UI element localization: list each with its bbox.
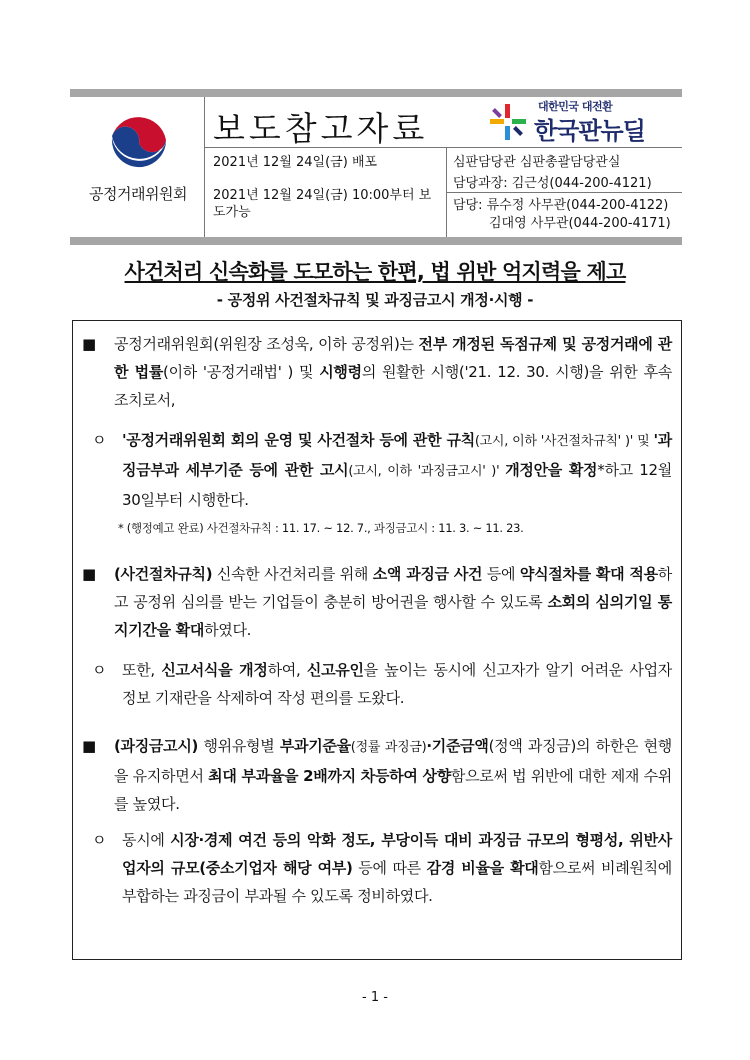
bold-run: 시행령 bbox=[319, 363, 362, 381]
korean-new-deal-logo bbox=[486, 98, 676, 144]
circle-bullet-icon: ㅇ bbox=[92, 661, 107, 679]
bold-run: 신고유인 bbox=[306, 661, 364, 679]
bold-run: 소회의 심의기일 통지기간을 확대 bbox=[114, 593, 672, 639]
square-bullet-icon: ■ bbox=[82, 737, 96, 755]
text-run: 하고 공정위 심의를 받는 기업들이 충분히 방어권을 행사할 수 있도록 bbox=[114, 565, 672, 611]
manager-contact: 담당과장: 김근성(044-200-4121) bbox=[453, 176, 652, 191]
contact-line: 김대영 사무관(044-200-4171) bbox=[489, 216, 671, 231]
text-run: 함으로써 비례원칙에 부합하는 과징금이 부과될 수 있도록 정비하였다. bbox=[122, 859, 672, 905]
header-bottom-rule bbox=[70, 237, 682, 245]
paragraph-text bbox=[122, 826, 672, 910]
header-divider-left bbox=[204, 97, 205, 237]
footnote: * (행정예고 완료) 사건절차규칙 : 11. 17. ~ 12. 7., 과징금고시 : 11. 3. ~ 11. 23. bbox=[118, 521, 524, 535]
square-bullet-icon: ■ bbox=[82, 565, 96, 583]
paragraph-5 bbox=[82, 732, 672, 818]
embargo-time: 2021년 12월 24일(금) 10:00부터 보도가능 bbox=[213, 188, 432, 220]
text-run: 을 높이는 동시에 신고자가 알기 어려운 사업자 정보 기재란을 삭제하여 작성 편의를 도왔다. bbox=[122, 661, 672, 707]
paragraph-text bbox=[122, 656, 672, 712]
paragraph-4 bbox=[92, 656, 672, 712]
government-emblem bbox=[80, 110, 198, 184]
header-divider-contact bbox=[446, 192, 682, 193]
bold-run: 감경 비율을 확대 bbox=[426, 859, 539, 877]
paragraph-text bbox=[114, 330, 672, 414]
department: 심판담당관 심판총괄담당관실 bbox=[453, 155, 621, 170]
brand-title: 한국판뉴딜 bbox=[534, 117, 645, 145]
text-run: 함으로써 법 위반에 대한 제재 수위를 높였다. bbox=[114, 767, 672, 813]
text-run: 공정거래위원회(위원장 조성욱, 이하 공정위)는 bbox=[114, 335, 419, 353]
page-number: - 1 - bbox=[362, 990, 388, 1005]
header-top-rule bbox=[70, 89, 682, 97]
bold-run: 신고서식을 개정 bbox=[161, 661, 268, 679]
org-name: 공정거래위원회 bbox=[89, 185, 187, 203]
paragraph-text bbox=[114, 560, 672, 644]
bold-run: '과징금부과 세부기준 등에 관한 고시 bbox=[122, 431, 672, 479]
bold-run: 시장·경제 여건 등의 악화 정도, 부당이득 대비 과징금 규모의 형평성, 위반사업자의 규모(중소기업자 해당 여부) bbox=[122, 831, 672, 877]
new-deal-star-icon bbox=[486, 100, 530, 144]
staff-contacts bbox=[453, 197, 683, 233]
bold-run: '공정거래위원회 회의 운영 및 사건절차 등에 관한 규칙 bbox=[122, 431, 475, 449]
text-run: 등에 bbox=[482, 565, 520, 583]
bold-run: (사건절차규칙) bbox=[114, 565, 213, 583]
text-run: (이하 '공정거래법' ) 및 bbox=[163, 363, 320, 381]
text-run: 행위유형별 bbox=[198, 737, 280, 755]
doc-type-title: 보도참고자료 bbox=[213, 109, 429, 148]
text-run: 동시에 bbox=[122, 831, 171, 849]
circle-bullet-icon: ㅇ bbox=[92, 431, 107, 449]
bold-run: 최대 부과율을 2배까지 차등하여 상향 bbox=[208, 767, 451, 785]
text-run: 하였다. bbox=[204, 621, 252, 639]
circle-bullet-icon: ㅇ bbox=[92, 831, 107, 849]
bold-run: 약식절차를 확대 적용 bbox=[519, 565, 658, 583]
paragraph-1 bbox=[82, 330, 672, 414]
paragraph-text bbox=[122, 426, 672, 514]
text-run: (정률 과징금) bbox=[350, 740, 427, 755]
text-run: 하여, bbox=[267, 661, 307, 679]
bold-run: 전부 개정된 독점규제 및 공정거래에 관한 법률 bbox=[114, 335, 672, 381]
bold-run: ·기준금액 bbox=[426, 737, 489, 755]
text-run: (고시, 이하 '사건절차규칙' )' 및 bbox=[474, 434, 654, 449]
contact-line: 담당: 류수정 사무관(044-200-4122) bbox=[453, 198, 669, 213]
text-run: 등에 따른 bbox=[352, 859, 427, 877]
paragraph-text bbox=[114, 732, 672, 818]
text-run: (고시, 이하 '과징금고시' )' bbox=[348, 464, 506, 479]
square-bullet-icon: ■ bbox=[82, 335, 96, 353]
text-run: *하고 12월 30일부터 시행한다. bbox=[122, 461, 672, 509]
headline: 사건처리 신속화를 도모하는 한편, 법 위반 억지력을 제고 bbox=[124, 260, 626, 284]
text-run: 또한, bbox=[122, 661, 162, 679]
bold-run: 소액 과징금 사건 bbox=[372, 565, 483, 583]
text-run: 의 원활한 시행('21. 12. 30. 시행)을 위한 후속 조치로서, bbox=[114, 363, 672, 409]
bold-run: 부과기준율 bbox=[279, 737, 351, 755]
bold-run: (과징금고시) bbox=[114, 737, 199, 755]
text-run: 신속한 사건처리를 위해 bbox=[212, 565, 373, 583]
subheadline: - 공정위 사건절차규칙 및 과징금고시 개정·시행 - bbox=[216, 291, 534, 309]
brand-subtitle: 대한민국 대전환 bbox=[538, 100, 613, 113]
distribution-date: 2021년 12월 24일(금) 배포 bbox=[213, 155, 378, 170]
text-run: (정액 과징금)의 하한은 현행을 유지하면서 bbox=[114, 737, 672, 785]
taegeuk-emblem-icon bbox=[104, 110, 174, 180]
paragraph-6 bbox=[92, 826, 672, 910]
paragraph-2 bbox=[92, 426, 672, 514]
bold-run: 개정안을 확정 bbox=[505, 461, 598, 479]
paragraph-3 bbox=[82, 560, 672, 644]
